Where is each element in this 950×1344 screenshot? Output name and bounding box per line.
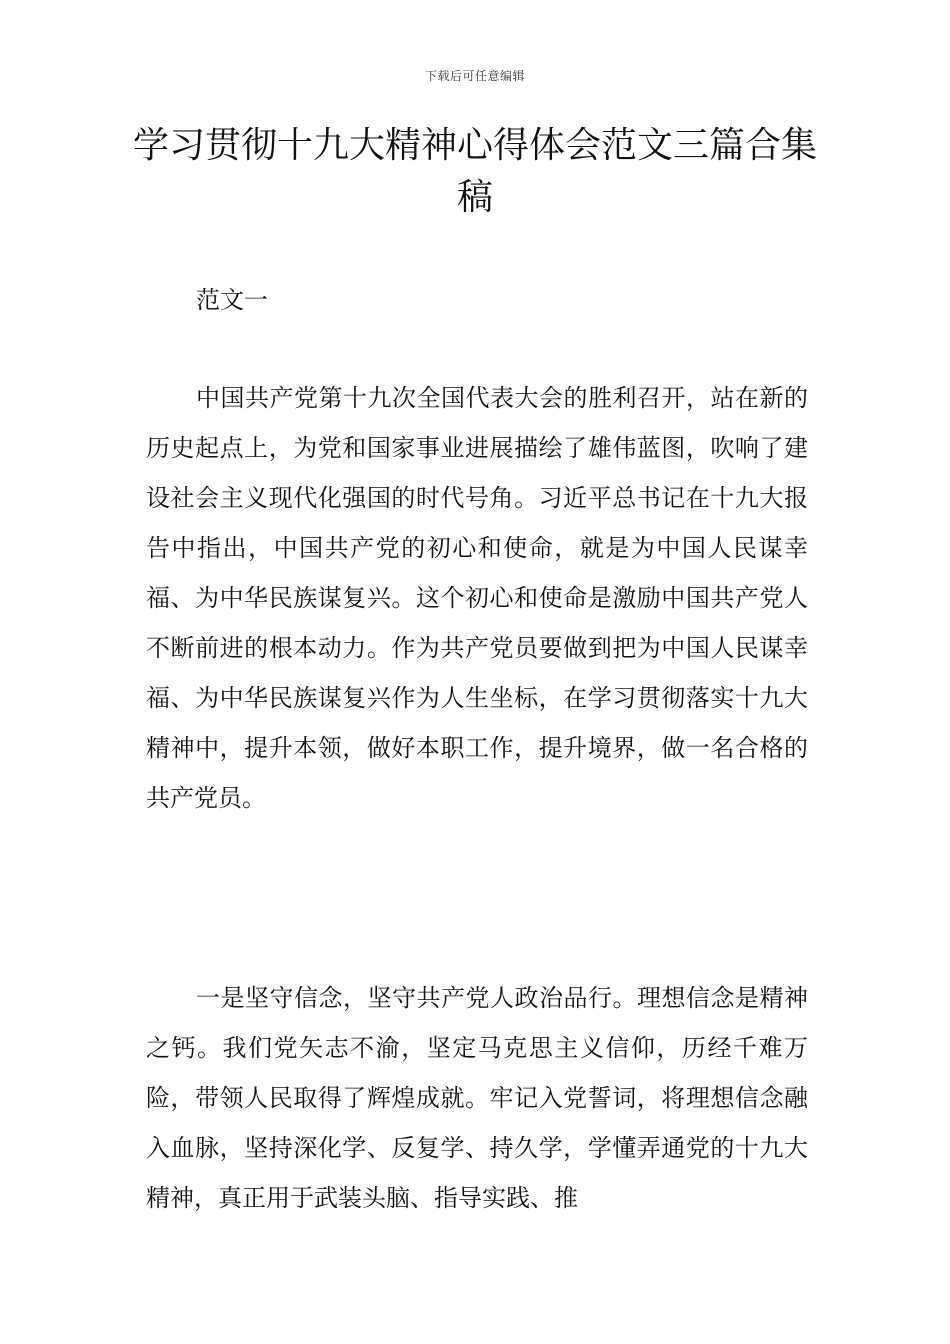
body-paragraph-1: 中国共产党第十九次全国代表大会的胜利召开，站在新的历史起点上，为党和国家事业进展描绘了雄伟蓝图，吹响了建设社会主义现代化强国的时代号角。习近平总书记在十九大报告中指出，中国共产党的初心和使命，就是为中国人民谋幸福、为中华民族谋复兴。这个初心和使命是激励中国共产党人不断前进的根本动力。作为共产党员要做到把为中国人民谋幸福、为中华民族谋复兴作为人生坐标，在学习贯彻落实十九大精神中，提升本领，做好本职工作，提升境界，做一名合格的共产党员。 xyxy=(146,384,808,812)
body-paragraph-2: 一是坚守信念，坚守共产党人政治品行。理想信念是精神之钙。我们党矢志不渝，坚定马克思主义信仰，历经千难万险，带领人民取得了辉煌成就。牢记入党誓词，将理想信念融入血脉，坚持深化学、反复学、持久学，学懂弄通党的十九大精神，真正用于武装头脑、指导实践、推 xyxy=(146,984,808,1212)
section-label: 范文一 xyxy=(196,286,268,314)
document-title: 学习贯彻十九大精神心得体会范文三篇合集稿 xyxy=(132,125,817,218)
header-note: 下载后可任意编辑 xyxy=(424,69,525,83)
